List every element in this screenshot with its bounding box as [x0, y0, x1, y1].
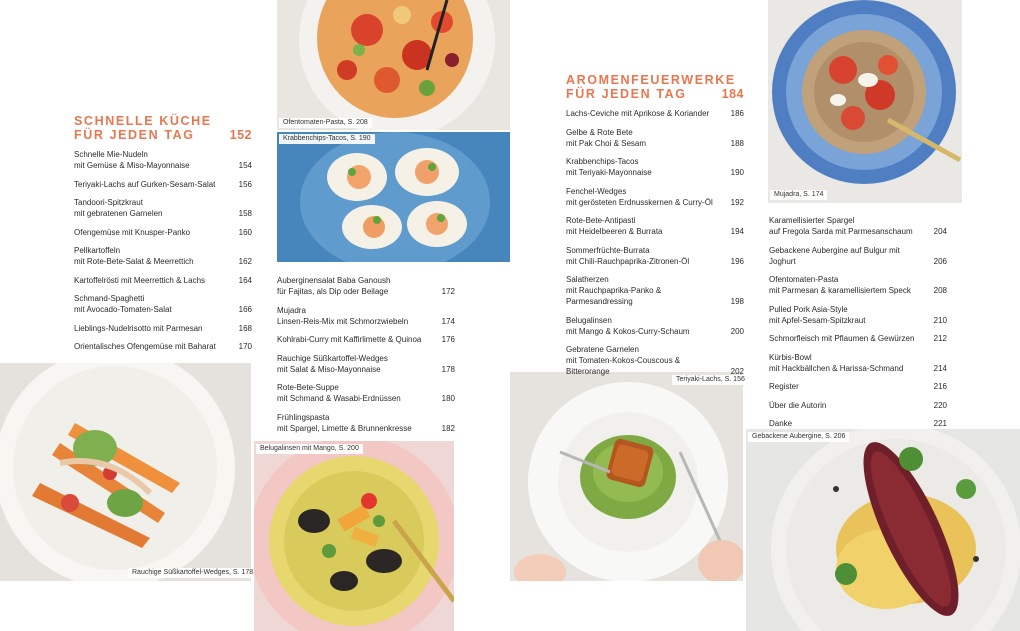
toc-entry [74, 197, 252, 219]
toc-entry [74, 179, 252, 190]
toc-entry-page: 164 [238, 275, 252, 285]
toc-entry-line1: Teriyaki-Lachs auf Gurken-Sesam-Salat [74, 179, 216, 189]
toc-entry [74, 323, 252, 334]
toc-entry-line1: Über die Autorin [769, 400, 827, 410]
toc-entry-title [74, 293, 252, 315]
toc-list-middle [277, 275, 455, 441]
toc-entry-page: 190 [730, 168, 744, 177]
toc-entry-page: 154 [238, 161, 252, 170]
toc-entry-title [277, 353, 455, 375]
toc-entry [566, 215, 744, 237]
toc-entry-line1: Krabbenchips-Tacos [566, 157, 639, 166]
toc-entry-line2: mit Gemüse & Miso-Mayonnaise [74, 161, 190, 170]
section-page-number: 184 [721, 87, 744, 101]
toc-entry-line1: Sommerfrüchte-Burrata [566, 245, 650, 255]
toc-entry-title [769, 245, 947, 267]
toc-entry [566, 127, 744, 149]
toc-entry-line2: mit Mango & Kokos-Curry-Schaum [566, 326, 690, 336]
toc-entry-line1: Kürbis-Bowl [769, 352, 812, 362]
toc-entry-title [566, 344, 744, 377]
toc-entry-line1: Fenchel-Wedges [566, 186, 627, 196]
toc-entry-title [566, 186, 744, 208]
toc-entry [566, 245, 744, 267]
photo-belugalinsen [254, 441, 454, 631]
toc-entry-page: 206 [933, 256, 947, 266]
toc-entry-title [566, 245, 744, 267]
toc-entry-title [277, 334, 455, 345]
section-title-line1: AROMENFEUERWERKE [566, 73, 736, 87]
toc-entry-title [769, 400, 947, 411]
toc-entry-title [74, 323, 252, 334]
toc-entry [277, 275, 455, 297]
toc-entry [566, 344, 744, 377]
toc-entry-page: 220 [933, 400, 947, 410]
toc-entry [769, 381, 947, 392]
photo-teriyaki-lachs [510, 372, 743, 581]
section-title-line2: FÜR JEDEN TAG [566, 87, 687, 101]
toc-entry-line2: mit Spargel, Limette & Brunnenkresse [277, 423, 412, 433]
toc-entry-page: 198 [730, 297, 744, 306]
photo-mujadra [768, 0, 962, 203]
toc-entry-page: 192 [730, 197, 744, 207]
toc-entry-page: 166 [238, 305, 252, 314]
caption-krabbenchips: Krabbenchips-Tacos, S. 190 [279, 134, 375, 144]
toc-entry [74, 245, 252, 267]
photo-gebackene-aubergine [746, 429, 1020, 631]
toc-entry-line1: Lachs-Ceviche mit Aprikose & Koriander [566, 109, 710, 118]
toc-entry [74, 227, 252, 238]
caption-aubergine: Gebackene Aubergine, S. 206 [748, 432, 849, 442]
caption-teriyaki: Teriyaki-Lachs, S. 156 [672, 375, 749, 385]
toc-entry [769, 215, 947, 237]
toc-entry-line2: mit gebratenen Garnelen [74, 209, 163, 218]
toc-entry-line1: Pellkartoffeln [74, 246, 121, 255]
toc-entry-page: 202 [730, 367, 744, 376]
toc-entry-title [769, 274, 947, 296]
toc-entry-page: 182 [441, 423, 455, 433]
toc-entry-line1: Rauchige Süßkartoffel-Wedges [277, 353, 388, 363]
toc-entry-line1: Rote-Bete-Suppe [277, 383, 339, 392]
photo-ofentomaten-pasta [277, 0, 510, 130]
toc-entry-page: 172 [441, 287, 455, 296]
toc-entry-line1: Rote-Bete-Antipasti [566, 216, 636, 225]
toc-entry-line2: mit Schmand & Wasabi-Erdnüssen [277, 394, 401, 403]
toc-entry-page: 186 [730, 109, 744, 118]
toc-entry [566, 274, 744, 307]
toc-entry-page: 188 [730, 138, 744, 148]
toc-entry-line1: Gebratene Garnelen [566, 345, 639, 354]
toc-entry-title [74, 275, 252, 286]
toc-entry-title [566, 215, 744, 237]
toc-entry [74, 149, 252, 171]
toc-entry-page: 176 [441, 335, 455, 344]
toc-entry-line1: Tandoori-Spitzkraut [74, 198, 143, 207]
section-page-number: 152 [229, 128, 252, 142]
toc-entry-page: 160 [238, 227, 252, 237]
toc-entry-line1: Kohlrabi-Curry mit Kaffirlimette & Quinoa [277, 335, 422, 344]
toc-entry-title [277, 412, 455, 434]
toc-entry-title [769, 418, 947, 429]
toc-entry-line2: mit Chili-Rauchpaprika-Zitronen-Öl [566, 256, 690, 266]
toc-entry-page: 162 [238, 257, 252, 266]
toc-entry-line1: Ofengemüse mit Knusper-Panko [74, 227, 191, 237]
toc-entry-page: 194 [730, 227, 744, 236]
toc-entry-line1: Lieblings-Nudelrisotto mit Parmesan [74, 323, 203, 333]
toc-entry-page: 170 [238, 342, 252, 351]
toc-entry-line2: mit Tomaten-Kokos-Couscous & Bitterorange [566, 356, 681, 376]
toc-entry-title [769, 215, 947, 237]
toc-entry [769, 304, 947, 326]
toc-entry-line1: Salatherzen [566, 275, 609, 284]
toc-entry-line2: mit Salat & Miso-Mayonnaise [277, 364, 381, 374]
toc-entry-title [277, 382, 455, 404]
toc-entry-page: 156 [238, 179, 252, 189]
section-title-line1: SCHNELLE KÜCHE [74, 114, 212, 128]
toc-entry-title [74, 227, 252, 238]
toc-entry-line1: Pulled Pork Asia-Style [769, 304, 848, 314]
toc-entry-title [566, 274, 744, 307]
toc-entry-line1: Register [769, 382, 799, 391]
toc-list-aromenfeuerwerke [566, 108, 744, 385]
toc-entry-line2: mit Avocado-Tomaten-Salat [74, 305, 172, 314]
toc-entry [277, 334, 455, 345]
toc-entry-line1: Belugalinsen [566, 315, 612, 325]
toc-entry-title [74, 179, 252, 190]
toc-entry-line2: für Fajitas, als Dip oder Beilage [277, 287, 389, 296]
toc-entry [277, 353, 455, 375]
toc-entry [566, 156, 744, 178]
toc-entry [769, 400, 947, 411]
toc-entry-page: 196 [730, 256, 744, 266]
toc-entry-title [769, 352, 947, 374]
toc-entry-line2: Linsen-Reis-Mix mit Schmorzwiebeln [277, 316, 409, 326]
toc-entry-line2: auf Fregola Sarda mit Parmesanschaum [769, 227, 913, 236]
toc-entry [769, 245, 947, 267]
toc-entry-page: 212 [933, 334, 947, 343]
toc-entry-page: 210 [933, 315, 947, 325]
section-title-line2: FÜR JEDEN TAG [74, 128, 195, 142]
toc-entry-line1: Danke [769, 419, 793, 428]
toc-entry-page: 178 [441, 364, 455, 374]
toc-entry-page: 168 [238, 323, 252, 333]
toc-entry-page: 221 [933, 419, 947, 428]
toc-entry-line2: mit Heidelbeeren & Burrata [566, 227, 663, 236]
toc-entry [277, 305, 455, 327]
toc-entry-line1: Karamellisierter Spargel [769, 216, 855, 225]
toc-entry-page: 200 [730, 326, 744, 336]
toc-entry-title [769, 304, 947, 326]
toc-entry-page: 158 [238, 209, 252, 218]
caption-suesskartoffel: Rauchige Süßkartoffel-Wedges, S. 178 [128, 568, 257, 578]
toc-entry-page: 180 [441, 394, 455, 403]
toc-entry-page: 214 [933, 363, 947, 373]
toc-entry [74, 275, 252, 286]
toc-entry-line1: Schnelle Mie-Nudeln [74, 150, 148, 159]
toc-entry-title [74, 149, 252, 171]
toc-entry-line1: Gelbe & Rote Bete [566, 127, 633, 137]
toc-entry-line1: Ofentomaten-Pasta [769, 275, 839, 284]
toc-entry-line1: Auberginensalat Baba Ganoush [277, 276, 391, 285]
toc-entry-page: 208 [933, 286, 947, 295]
photo-krabbenchips-tacos [277, 132, 510, 262]
toc-entry-line2: mit gerösteten Erdnusskernen & Curry-Öl [566, 197, 713, 207]
toc-entry-line1: Mujadra [277, 305, 306, 315]
toc-entry [277, 412, 455, 434]
toc-entry [566, 186, 744, 208]
toc-entry-line2: mit Pak Choi & Sesam [566, 138, 647, 148]
toc-entry-title [566, 315, 744, 337]
photo-suesskartoffel-wedges [0, 363, 251, 581]
toc-entry-line1: Schmorfleisch mit Pflaumen & Gewürzen [769, 334, 915, 343]
toc-entry-title [566, 127, 744, 149]
toc-entry [769, 352, 947, 374]
caption-belugalinsen: Belugalinsen mit Mango, S. 200 [256, 444, 363, 454]
toc-list-right [769, 215, 947, 437]
caption-ofentomaten: Ofentomaten-Pasta, S. 208 [279, 118, 372, 128]
toc-entry-title [277, 275, 455, 297]
toc-entry [566, 315, 744, 337]
toc-entry [769, 333, 947, 344]
toc-entry-line2: mit Parmesan & karamellisiertem Speck [769, 286, 911, 295]
toc-entry-title [74, 341, 252, 352]
caption-mujadra: Mujadra, S. 174 [770, 190, 827, 200]
toc-entry-page: 216 [933, 382, 947, 391]
toc-entry-title [74, 245, 252, 267]
toc-entry-page: 174 [441, 316, 455, 326]
toc-entry-line2: mit Hackbällchen & Harissa-Schmand [769, 363, 904, 373]
toc-entry-title [566, 108, 744, 119]
toc-entry-line1: Gebackene Aubergine auf Bulgur mit Joghurt [769, 245, 900, 266]
toc-entry-line1: Schmand-Spaghetti [74, 294, 145, 303]
toc-entry-line1: Orientalisches Ofengemüse mit Baharat [74, 342, 216, 351]
toc-entry [74, 341, 252, 352]
toc-entry [566, 108, 744, 119]
toc-entry-line2: mit Rauchpaprika-Panko & Parmesandressing [566, 286, 662, 306]
toc-entry-title [769, 381, 947, 392]
toc-entry [769, 274, 947, 296]
toc-entry [74, 293, 252, 315]
toc-entry-title [769, 333, 947, 344]
section-title-aromenfeuerwerke [566, 73, 744, 101]
toc-entry [769, 418, 947, 429]
toc-entry-page: 204 [933, 227, 947, 236]
section-title-schnelle-kueche [74, 114, 252, 142]
toc-entry-line1: Kartoffelrösti mit Meerrettich & Lachs [74, 275, 206, 285]
toc-entry-line2: mit Apfel-Sesam-Spitzkraut [769, 315, 866, 325]
toc-entry-title [74, 197, 252, 219]
toc-list-schnelle-kueche [74, 149, 252, 360]
toc-entry-title [277, 305, 455, 327]
toc-entry-title [566, 156, 744, 178]
toc-entry [277, 382, 455, 404]
toc-entry-line2: mit Rote-Bete-Salat & Meerrettich [74, 257, 194, 266]
toc-entry-line2: mit Teriyaki-Mayonnaise [566, 168, 652, 177]
toc-entry-line1: Frühlingspasta [277, 412, 330, 422]
